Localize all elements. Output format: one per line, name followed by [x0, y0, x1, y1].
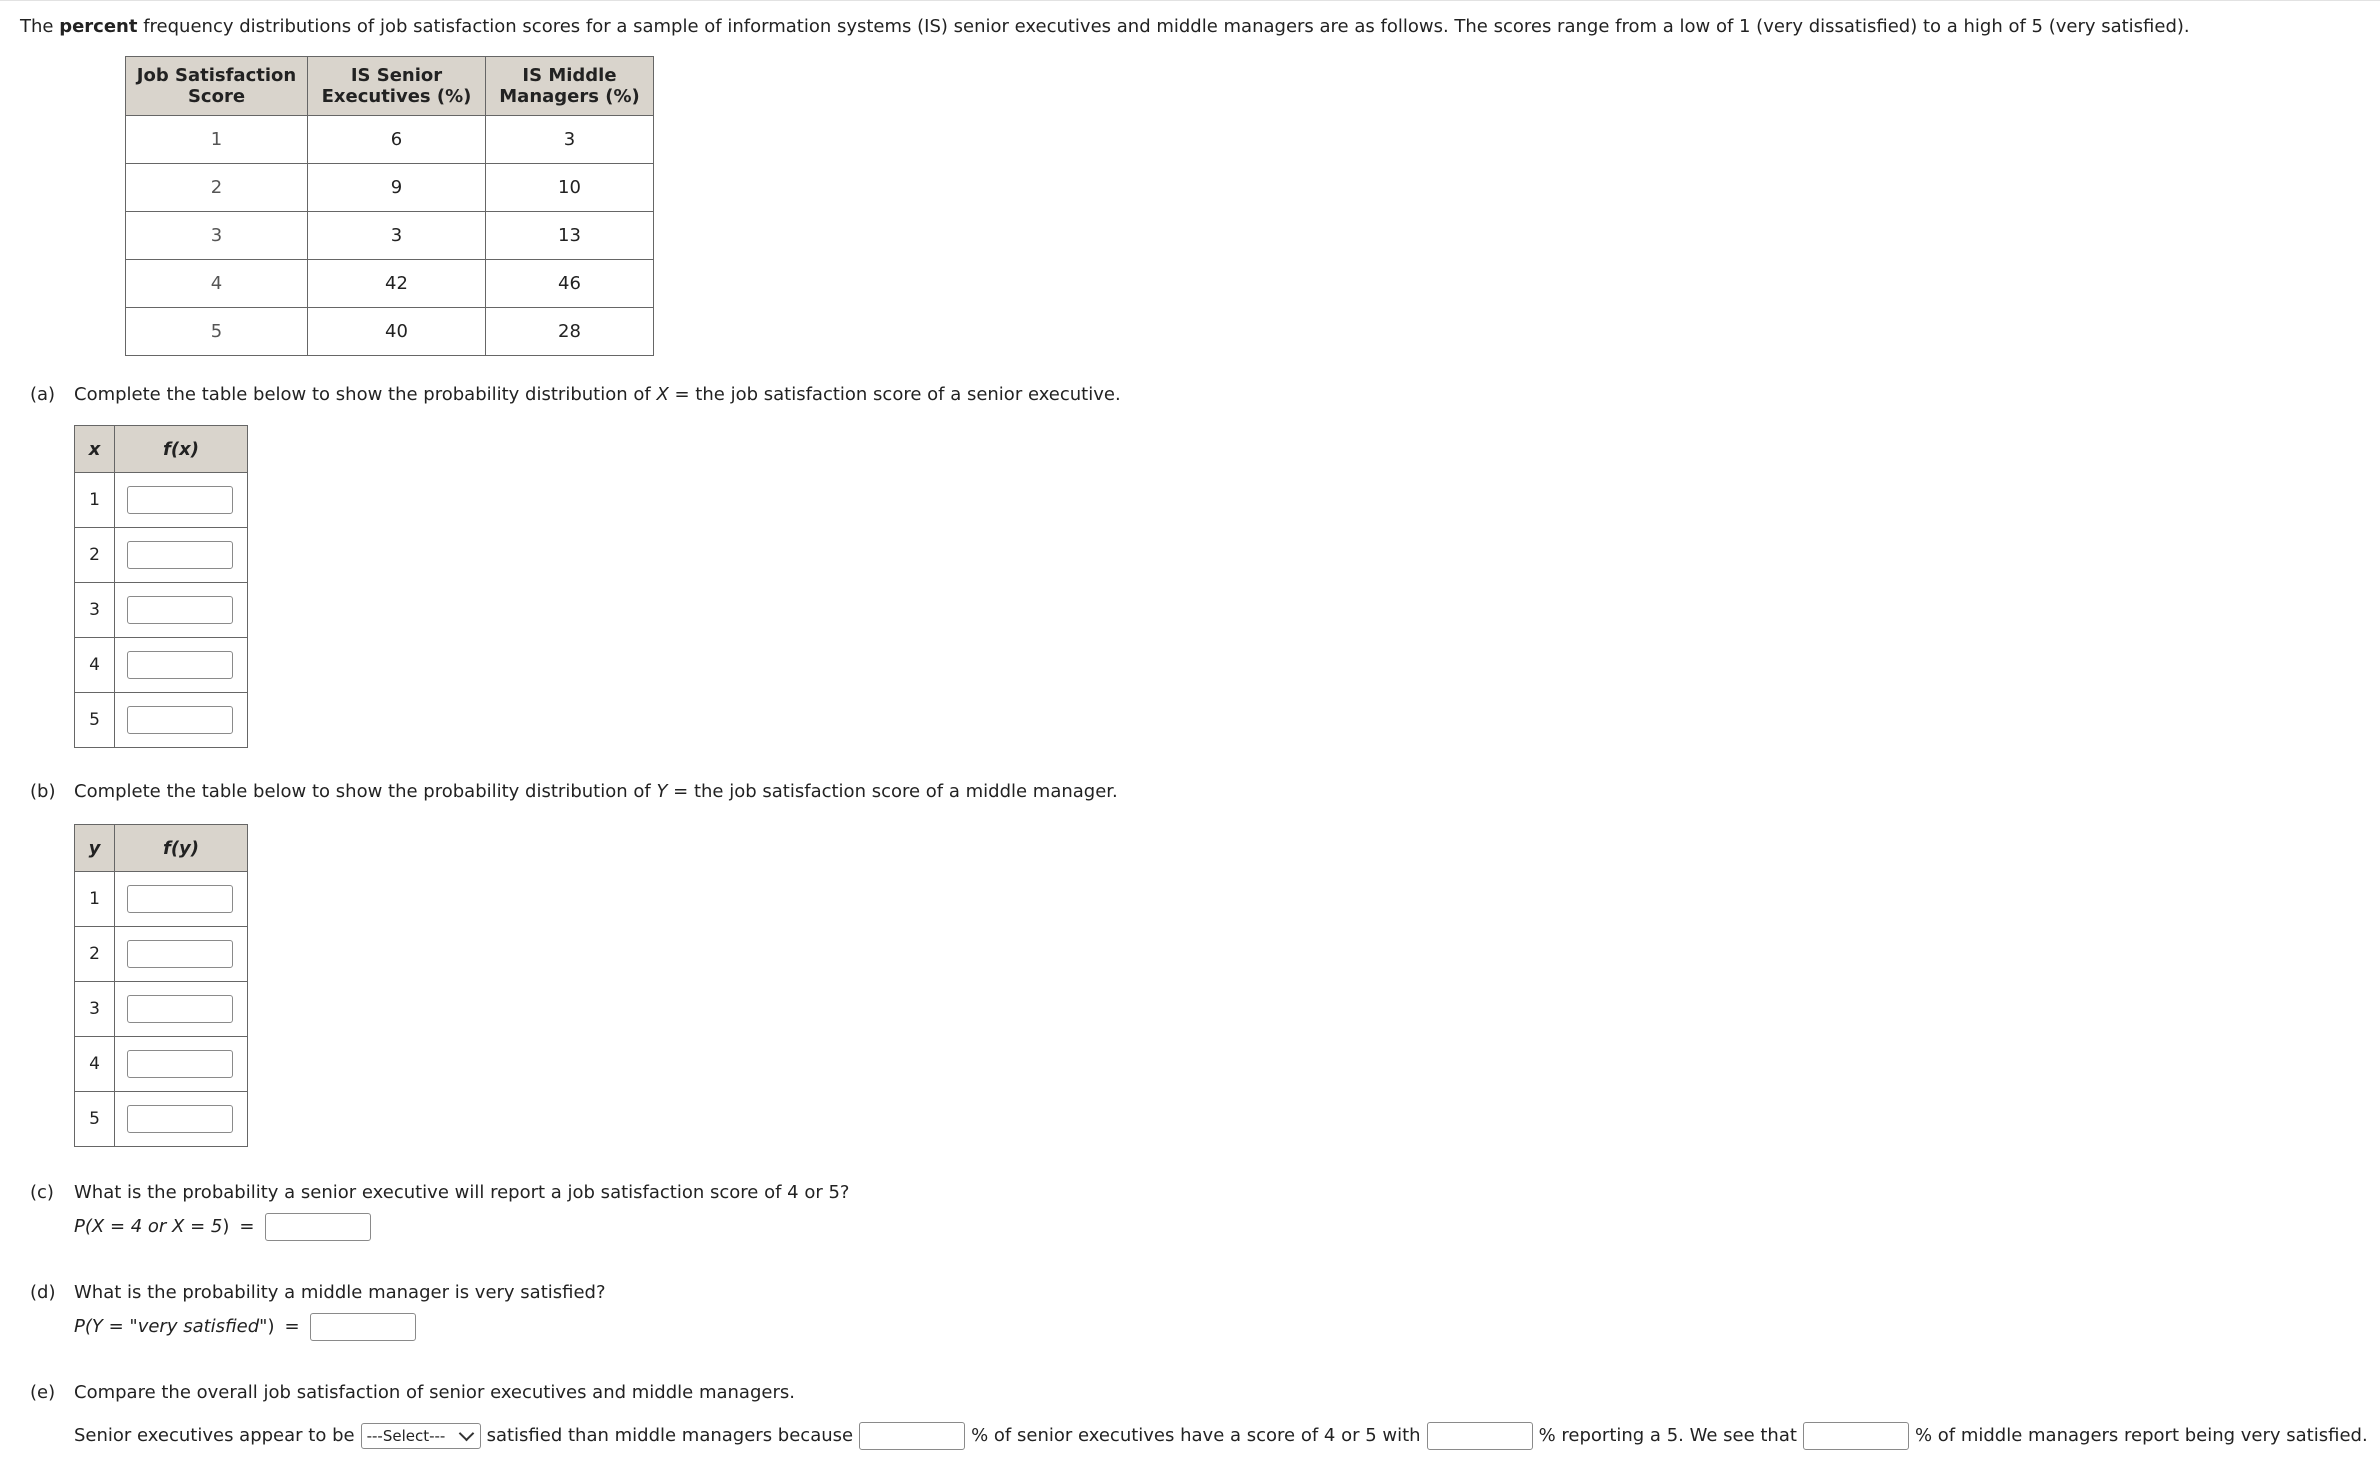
y-value: 1 [75, 872, 115, 927]
fx-cell [115, 638, 248, 693]
header-x: x [75, 426, 115, 473]
part-d-expr-close: ) [267, 1316, 275, 1337]
fy-input-4[interactable] [127, 1050, 233, 1078]
part-d-input[interactable] [310, 1313, 416, 1341]
part-e-text-5: % of middle managers report being very satisfied. [1914, 1425, 2368, 1446]
part-d-label [30, 1282, 606, 1304]
satisfaction-comparison-select[interactable] [361, 1423, 481, 1449]
part-a-text-after: = the job satisfaction score of a senior executive. [668, 384, 1121, 405]
part-e-input-2[interactable] [1427, 1422, 1533, 1450]
distribution-x-row [75, 528, 248, 583]
part-a-variable: X [656, 384, 669, 405]
part-a-letter: (a) [30, 384, 56, 405]
frequency-row [126, 116, 654, 164]
y-value: 3 [75, 982, 115, 1037]
fx-cell [115, 473, 248, 528]
part-e-letter: (e) [30, 1382, 56, 1403]
part-e-input-1[interactable] [859, 1422, 965, 1450]
part-b-text-after: = the job satisfaction score of a middle manager. [667, 781, 1118, 802]
middle-pct-cell: 46 [486, 260, 654, 308]
header-line: Score [187, 86, 246, 107]
header-senior [308, 57, 486, 116]
score-cell: 4 [126, 260, 308, 308]
part-e-question: Compare the overall job satisfaction of senior executives and middle managers. [74, 1382, 795, 1403]
part-d-expr-open: P( [74, 1316, 92, 1337]
header-line: Job Satisfaction [136, 65, 297, 86]
part-b-letter: (b) [30, 781, 56, 802]
fy-cell [115, 1037, 248, 1092]
fx-cell [115, 528, 248, 583]
header-score [126, 57, 308, 116]
part-b-text-before: Complete the table below to show the probability distribution of [74, 781, 657, 802]
select-value: ---Select--- [366, 1427, 446, 1445]
part-e-text-3: % of senior executives have a score of 4 or 5 with [971, 1425, 1421, 1446]
header-line: IS Middle [522, 65, 617, 86]
part-a-label [30, 384, 1121, 406]
part-d-letter: (d) [30, 1282, 56, 1303]
frequency-row [126, 308, 654, 356]
fy-input-2[interactable] [127, 940, 233, 968]
distribution-x-row [75, 473, 248, 528]
middle-pct-cell: 10 [486, 164, 654, 212]
distribution-y-row [75, 982, 248, 1037]
frequency-row [126, 260, 654, 308]
score-cell: 5 [126, 308, 308, 356]
intro-prefix: The [20, 16, 60, 37]
score-cell: 2 [126, 164, 308, 212]
distribution-x-row [75, 583, 248, 638]
middle-pct-cell: 13 [486, 212, 654, 260]
chevron-down-icon [458, 1426, 474, 1442]
part-c-expression [74, 1213, 229, 1241]
fx-input-3[interactable] [127, 596, 233, 624]
part-a-text-before: Complete the table below to show the probability distribution of [74, 384, 657, 405]
part-d-question: What is the probability a middle manager is very satisfied? [74, 1282, 606, 1303]
distribution-table-y [74, 824, 248, 1147]
part-b-label [30, 781, 1118, 803]
distribution-y-row [75, 1092, 248, 1147]
fy-cell [115, 982, 248, 1037]
x-value: 1 [75, 473, 115, 528]
distribution-x-header-row [75, 426, 248, 473]
fy-input-1[interactable] [127, 885, 233, 913]
header-middle [486, 57, 654, 116]
fx-input-5[interactable] [127, 706, 233, 734]
part-c-input[interactable] [265, 1213, 371, 1241]
distribution-y-row [75, 1037, 248, 1092]
frequency-table [125, 56, 654, 356]
part-e-input-3[interactable] [1803, 1422, 1909, 1450]
page-top-border [0, 0, 2380, 6]
score-cell: 1 [126, 116, 308, 164]
part-e-sentence [74, 1421, 2368, 1451]
part-c-expr-body: X = 4 or X = 5 [91, 1216, 223, 1237]
distribution-y-row [75, 872, 248, 927]
fy-cell [115, 1092, 248, 1147]
part-c-question: What is the probability a senior executive will report a job satisfaction score of 4 or 5? [74, 1182, 850, 1203]
part-c-equals: = [239, 1216, 255, 1237]
x-value: 4 [75, 638, 115, 693]
fx-cell [115, 693, 248, 748]
x-value: 2 [75, 528, 115, 583]
part-c-expr-open: P( [74, 1216, 92, 1237]
distribution-x-row [75, 693, 248, 748]
header-fx: f(x) [115, 426, 248, 473]
middle-pct-cell: 3 [486, 116, 654, 164]
part-c-letter: (c) [30, 1182, 54, 1203]
part-d-answer-line [74, 1313, 416, 1341]
part-c-label [30, 1182, 849, 1204]
header-fy: f(y) [115, 825, 248, 872]
fx-input-4[interactable] [127, 651, 233, 679]
fy-cell [115, 927, 248, 982]
fy-input-3[interactable] [127, 995, 233, 1023]
fy-cell [115, 872, 248, 927]
fx-input-1[interactable] [127, 486, 233, 514]
part-b-variable: Y [656, 781, 668, 802]
part-e-text-4: % reporting a 5. We see that [1538, 1425, 1797, 1446]
intro-bold-word: percent [59, 16, 138, 37]
distribution-x-row [75, 638, 248, 693]
fx-cell [115, 583, 248, 638]
distribution-y-header-row [75, 825, 248, 872]
part-e-label [30, 1382, 795, 1404]
header-line: IS Senior [350, 65, 443, 86]
part-e-text-1: Senior executives appear to be [74, 1425, 355, 1446]
y-value: 2 [75, 927, 115, 982]
senior-pct-cell: 42 [308, 260, 486, 308]
header-line: Managers (%) [499, 86, 640, 107]
part-c-expr-close: ) [222, 1216, 230, 1237]
middle-pct-cell: 28 [486, 308, 654, 356]
x-value: 5 [75, 693, 115, 748]
distribution-table-x [74, 425, 248, 748]
frequency-row [126, 212, 654, 260]
senior-pct-cell: 6 [308, 116, 486, 164]
y-value: 4 [75, 1037, 115, 1092]
frequency-header-row [126, 57, 654, 116]
score-cell: 3 [126, 212, 308, 260]
y-value: 5 [75, 1092, 115, 1147]
header-y: y [75, 825, 115, 872]
problem-intro [20, 16, 2350, 38]
part-d-expr-body: Y = "very satisfied" [91, 1316, 268, 1337]
fx-input-2[interactable] [127, 541, 233, 569]
part-d-expression [74, 1313, 274, 1341]
part-d-equals: = [284, 1316, 300, 1337]
senior-pct-cell: 40 [308, 308, 486, 356]
intro-rest: frequency distributions of job satisfaction scores for a sample of information systems (IS) senior executives and middle managers are as follows. The scores range from a low of 1 (very dissatisfied) to a high of 5 (very satisfied). [137, 16, 2190, 37]
senior-pct-cell: 9 [308, 164, 486, 212]
fy-input-5[interactable] [127, 1105, 233, 1133]
header-line: Executives (%) [321, 86, 472, 107]
x-value: 3 [75, 583, 115, 638]
part-c-answer-line [74, 1213, 371, 1241]
part-e-text-2: satisfied than middle managers because [486, 1425, 854, 1446]
distribution-y-row [75, 927, 248, 982]
senior-pct-cell: 3 [308, 212, 486, 260]
frequency-row [126, 164, 654, 212]
